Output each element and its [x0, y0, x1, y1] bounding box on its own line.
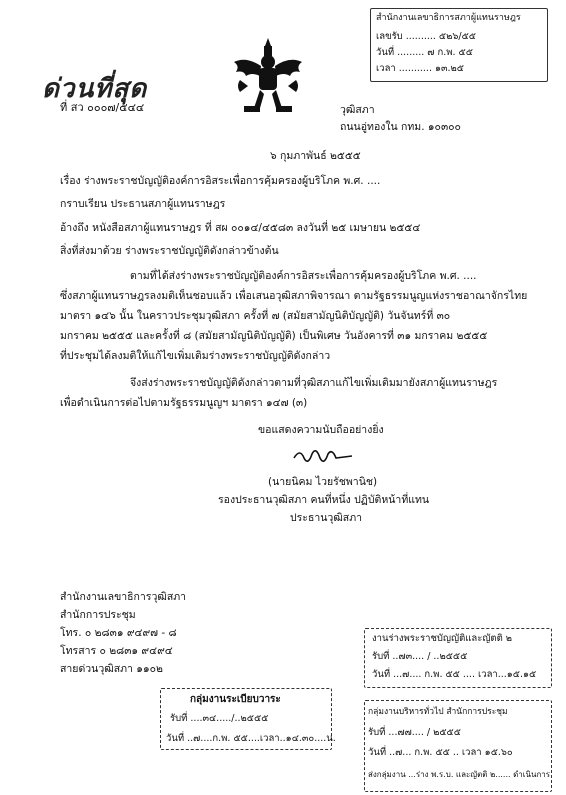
signatory-title1: รองประธานวุฒิสภา คนที่หนึ่ง ปฏิบัติหน้าที่แทน: [218, 494, 430, 506]
stamp-admin-line1: รับที่ ...๗๗.... / ๒๕๕๕: [368, 727, 461, 738]
paragraph2-line: จึงส่งร่างพระราชบัญญัติดังกล่าวตามที่วุฒิสภาแก้ไขเพิ่มเติมมายังสภาผู้แทนราษฎร: [130, 377, 498, 389]
paragraph1-line: ตามที่ได้ส่งร่างพระราชบัญญัติองค์การอิสระเพื่อการคุ้มครองผู้บริโภค พ.ศ. ....: [130, 270, 477, 282]
stamp-top-line1: สำนักงานเลขาธิการสภาผู้แทนราษฎร: [376, 13, 521, 23]
signature-scribble: [290, 444, 360, 468]
subject: เรื่อง ร่างพระราชบัญญัติองค์การอิสระเพื่อการคุ้มครองผู้บริโภค พ.ศ. ....: [60, 175, 381, 187]
stamp-agenda-line2: วันที่ ..๗....ก.พ. ๕๕....เวลา..๑๔.๓๐....น.: [166, 733, 336, 744]
stamp-admin-title: กลุ่มงานบริหารทั่วไป สำนักการประชุม: [368, 707, 508, 717]
stamp-agenda-line1: รับที่ ....๓๔...../..๒๕๕๕: [170, 713, 269, 724]
document-date: ๖ กุมภาพันธ์ ๒๕๕๕: [270, 150, 361, 162]
stamp-admin-line3: ส่งกลุ่มงาน ...ร่าง พ.ร.บ. และญัตติ ๒...... ดำเนินการ: [368, 770, 551, 779]
urgency-stamp: ด่วนที่สุด: [42, 74, 148, 104]
paragraph1-line: มาตรา ๑๔๖ นั้น ในคราวประชุมวุฒิสภา ครั้งที่ ๗ (สมัยสามัญนิติบัญญัติ) วันจันทร์ที่ ๓๐: [60, 310, 451, 322]
stamp-admin-line2: วันที่ ..๗... ก.พ. ๕๕ .. เวลา ๑๕.๖๐: [368, 747, 513, 758]
stamp-top-line3: วันที่ ......... ๗ ก.พ. ๕๕: [376, 47, 473, 58]
paragraph1-line: มกราคม ๒๕๕๕ และครั้งที่ ๘ (สมัยสามัญนิติบัญญัติ) เป็นพิเศษ วันอังคารที่ ๓๑ มกราคม ๒๕๕๕: [60, 330, 488, 342]
stamp-bill-title: งานร่างพระราชบัญญัติและญัตติ ๒: [372, 633, 513, 644]
stamp-bill-line2: วันที่ ...๗.... ก.พ. ๕๕ .... เวลา...๑๕.๑๕: [372, 669, 537, 680]
footer-line: โทรสาร ๐ ๒๘๓๑ ๙๔๙๔: [60, 645, 173, 657]
stamp-agenda-title: กลุ่มงานระเบียบวาระ: [190, 694, 281, 705]
salutation: กราบเรียน ประธานสภาผู้แทนราษฎร: [60, 198, 226, 210]
sender-org: วุฒิสภา: [340, 104, 375, 116]
stamp-top-line4: เวลา ........... ๑๓.๒๕: [376, 63, 464, 74]
footer-line: สายด่วนวุฒิสภา ๑๑๐๒: [60, 663, 163, 675]
reference: อ้างถึง หนังสือสภาผู้แทนราษฎร ที่ สผ ๐๐๑๔/๔๕๘๓ ลงวันที่ ๒๕ เมษายน ๒๕๕๔: [60, 222, 421, 234]
signatory-name: (นายนิคม ไวยรัชพานิช): [268, 476, 378, 488]
footer-line: สำนักงานเลขาธิการวุฒิสภา: [60, 591, 187, 603]
paragraph2-line: เพื่อดำเนินการต่อไปตามรัฐธรรมนูญฯ มาตรา ๑๔๗ (๓): [60, 397, 308, 409]
garuda-emblem-icon: [226, 36, 310, 120]
paragraph1-line: ซึ่งสภาผู้แทนราษฎรลงมติเห็นชอบแล้ว เพื่อเสนอวุฒิสภาพิจารณา ตามรัฐธรรมนูญแห่งราชอาณาจักรไทย: [60, 290, 528, 302]
stamp-bill-line1: รับที่ ..๗๓.... / ..๒๕๕๕: [372, 651, 468, 662]
document-number: ที่ สว ๐๐๐๗/๕๔๔: [60, 101, 145, 114]
paragraph1-line: ที่ประชุมได้ลงมติให้แก้ไขเพิ่มเติมร่างพระราชบัญญัติดังกล่าว: [60, 350, 331, 362]
sender-address: ถนนอู่ทองใน กทม. ๑๐๓๐๐: [340, 121, 461, 133]
footer-line: สำนักการประชุม: [60, 609, 136, 621]
stamp-top-line2: เลขรับ .......... ๕๒๖/๕๕: [376, 31, 476, 42]
enclosure: สิ่งที่ส่งมาด้วย ร่างพระราชบัญญัติดังกล่าวข้างต้น: [60, 245, 279, 257]
closing: ขอแสดงความนับถืออย่างยิ่ง: [258, 424, 384, 436]
signatory-title2: ประธานวุฒิสภา: [290, 512, 363, 524]
footer-line: โทร. ๐ ๒๘๓๑ ๙๔๙๗ - ๘: [60, 627, 177, 639]
